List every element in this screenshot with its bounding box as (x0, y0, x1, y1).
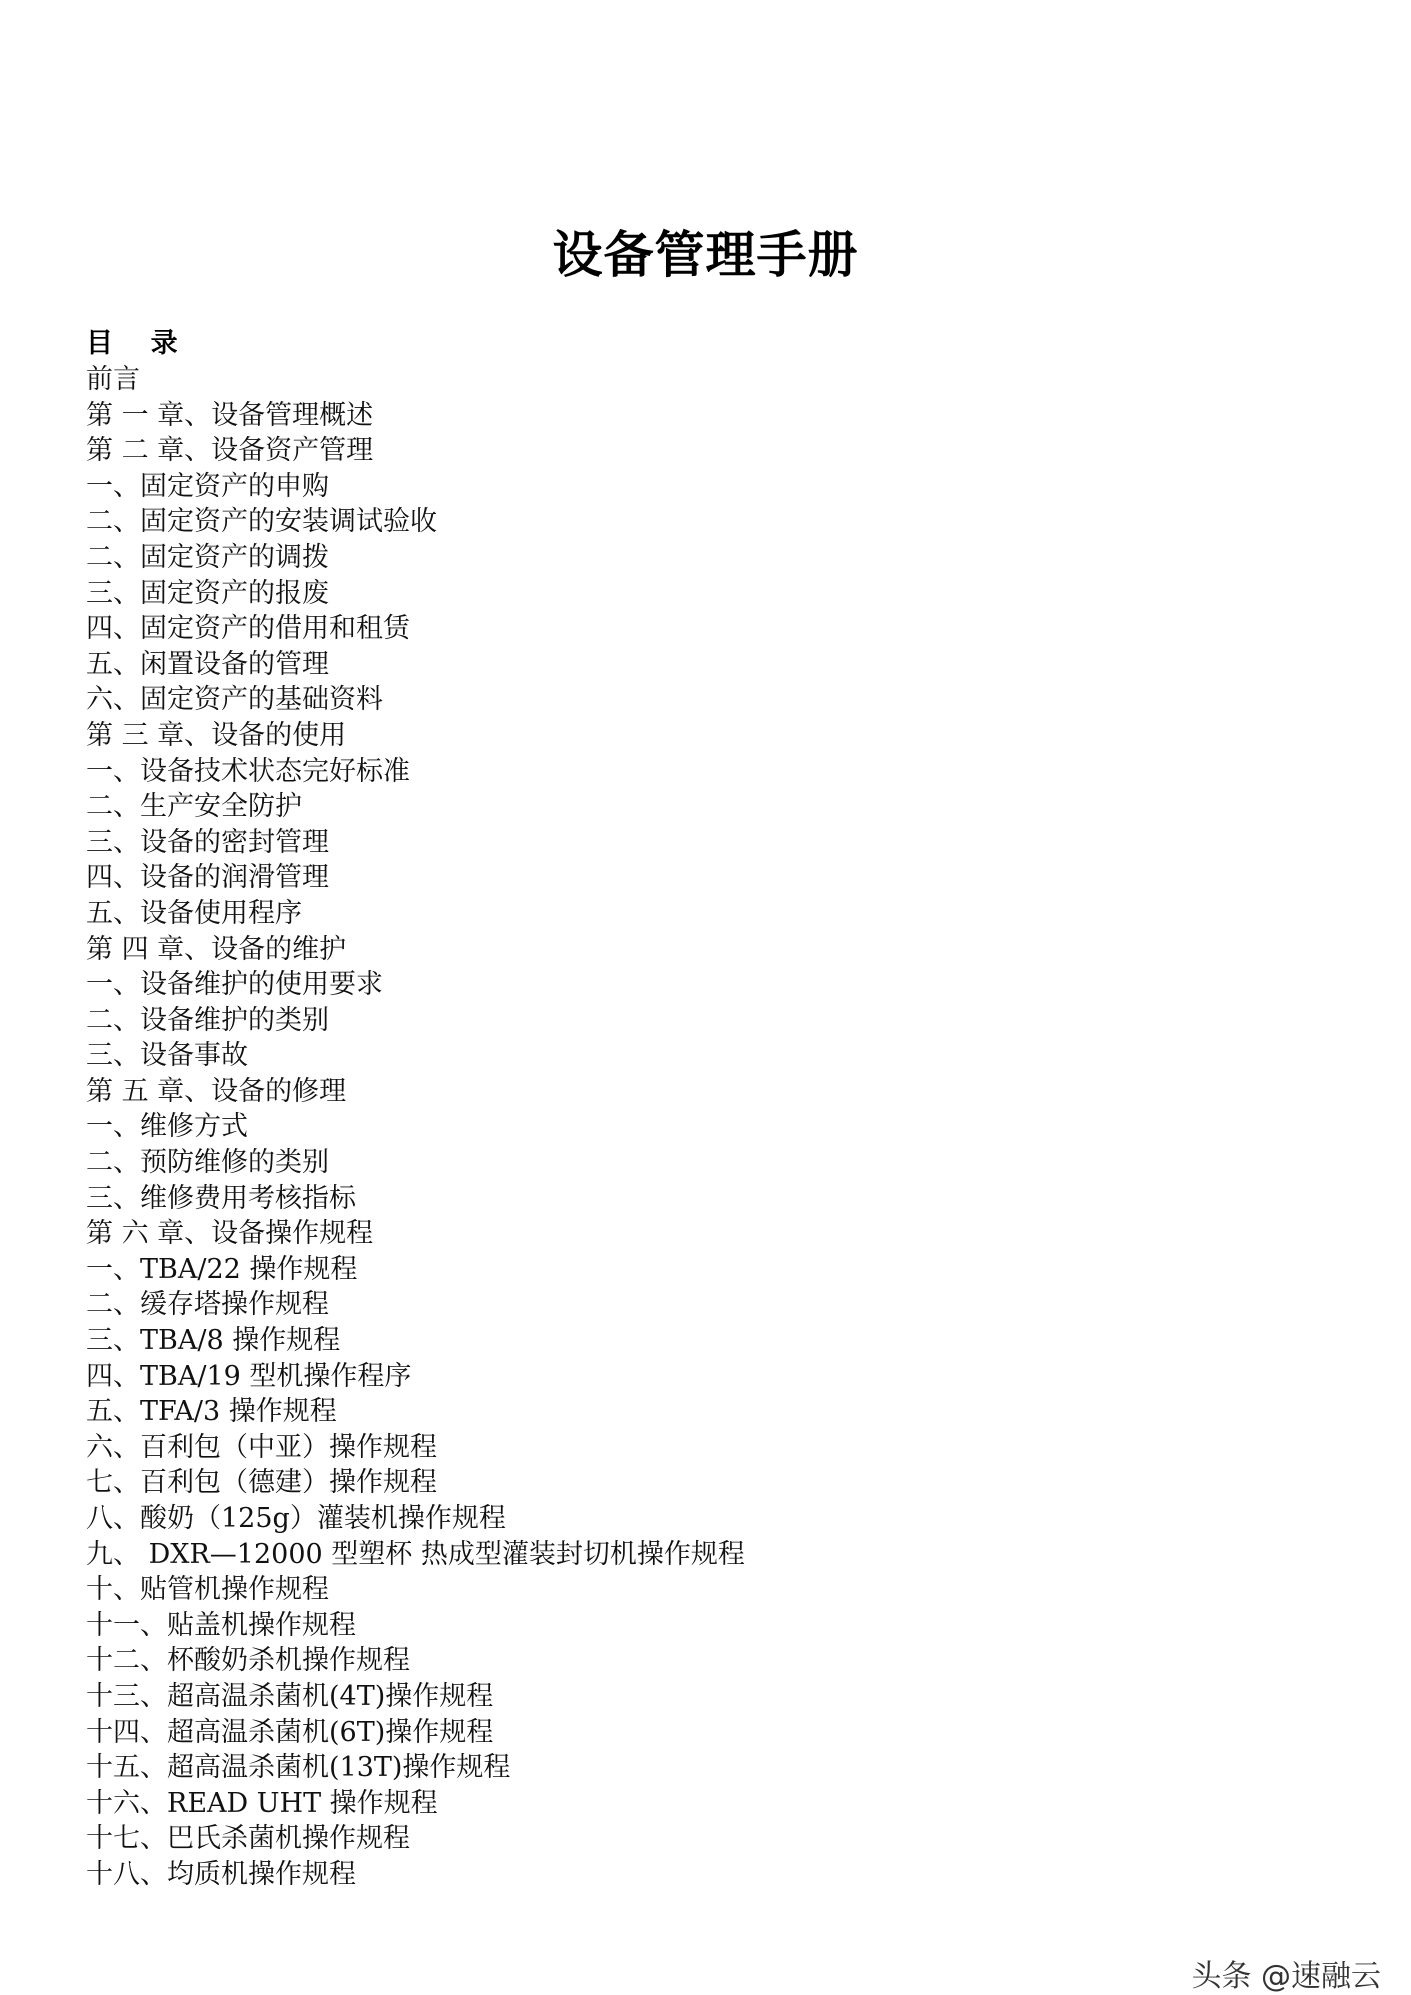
toc-item: 第 二 章、设备资产管理 (86, 435, 374, 467)
toc-item: 五、设备使用程序 (86, 897, 302, 929)
toc-item: 五、闲置设备的管理 (86, 648, 329, 680)
toc-list (86, 362, 1286, 1893)
toc-item: 二、预防维修的类别 (86, 1147, 329, 1179)
toc-item: 二、固定资产的安装调试验收 (86, 506, 437, 538)
toc-item: 四、固定资产的借用和租赁 (86, 613, 410, 645)
toc-item: 第 三 章、设备的使用 (86, 719, 347, 751)
toc-item: 十二、杯酸奶杀机操作规程 (86, 1645, 410, 1677)
toc-item: 第 六 章、设备操作规程 (86, 1218, 374, 1250)
toc-item: 十八、均质机操作规程 (86, 1858, 356, 1890)
toc-item: 二、生产安全防护 (86, 791, 302, 823)
toc-item: 十三、超高温杀菌机(4T)操作规程 (86, 1680, 494, 1712)
toc-item: 十四、超高温杀菌机(6T)操作规程 (86, 1716, 494, 1748)
toc-item: 六、固定资产的基础资料 (86, 684, 383, 716)
toc-item: 四、TBA/19 型机操作程序 (86, 1360, 412, 1392)
toc-item: 一、固定资产的申购 (86, 470, 329, 502)
toc-item: 六、百利包（中亚）操作规程 (86, 1431, 437, 1463)
toc-item: 五、TFA/3 操作规程 (86, 1396, 337, 1428)
source-watermark: 头条 @速融云 (1191, 1959, 1381, 1994)
toc-item: 十七、巴氏杀菌机操作规程 (86, 1823, 410, 1855)
toc-item: 二、固定资产的调拨 (86, 541, 329, 573)
toc-item: 十一、贴盖机操作规程 (86, 1609, 356, 1641)
toc-item: 三、设备事故 (86, 1040, 248, 1072)
toc-item: 第 一 章、设备管理概述 (86, 399, 374, 431)
toc-item: 一、设备维护的使用要求 (86, 969, 383, 1001)
toc-item: 三、TBA/8 操作规程 (86, 1325, 341, 1357)
toc-item: 十六、READ UHT 操作规程 (86, 1787, 438, 1819)
toc-item: 七、百利包（德建）操作规程 (86, 1467, 437, 1499)
toc-item: 第 四 章、设备的维护 (86, 933, 347, 965)
toc-item: 二、缓存塔操作规程 (86, 1289, 329, 1321)
toc-item: 三、维修费用考核指标 (86, 1182, 356, 1214)
toc-item: 三、固定资产的报废 (86, 577, 329, 609)
toc-heading: 目 录 (86, 328, 178, 359)
toc-item: 四、设备的润滑管理 (86, 862, 329, 894)
toc-item: 第 五 章、设备的修理 (86, 1075, 347, 1107)
toc-item: 一、设备技术状态完好标准 (86, 755, 410, 787)
toc-item: 一、维修方式 (86, 1111, 248, 1143)
toc-item: 十、贴管机操作规程 (86, 1574, 329, 1606)
toc-item: 一、TBA/22 操作规程 (86, 1253, 358, 1285)
page-title: 设备管理手册 (552, 226, 859, 284)
toc-item: 前言 (86, 364, 140, 395)
toc-item: 八、酸奶（125g）灌装机操作规程 (86, 1503, 506, 1534)
table-of-contents (86, 326, 1286, 1893)
toc-item: 九、 DXR—12000 型塑杯 热成型灌装封切机操作规程 (86, 1538, 745, 1570)
toc-item: 三、设备的密封管理 (86, 826, 329, 858)
toc-item: 二、设备维护的类别 (86, 1004, 329, 1036)
toc-item: 十五、超高温杀菌机(13T)操作规程 (86, 1752, 511, 1784)
